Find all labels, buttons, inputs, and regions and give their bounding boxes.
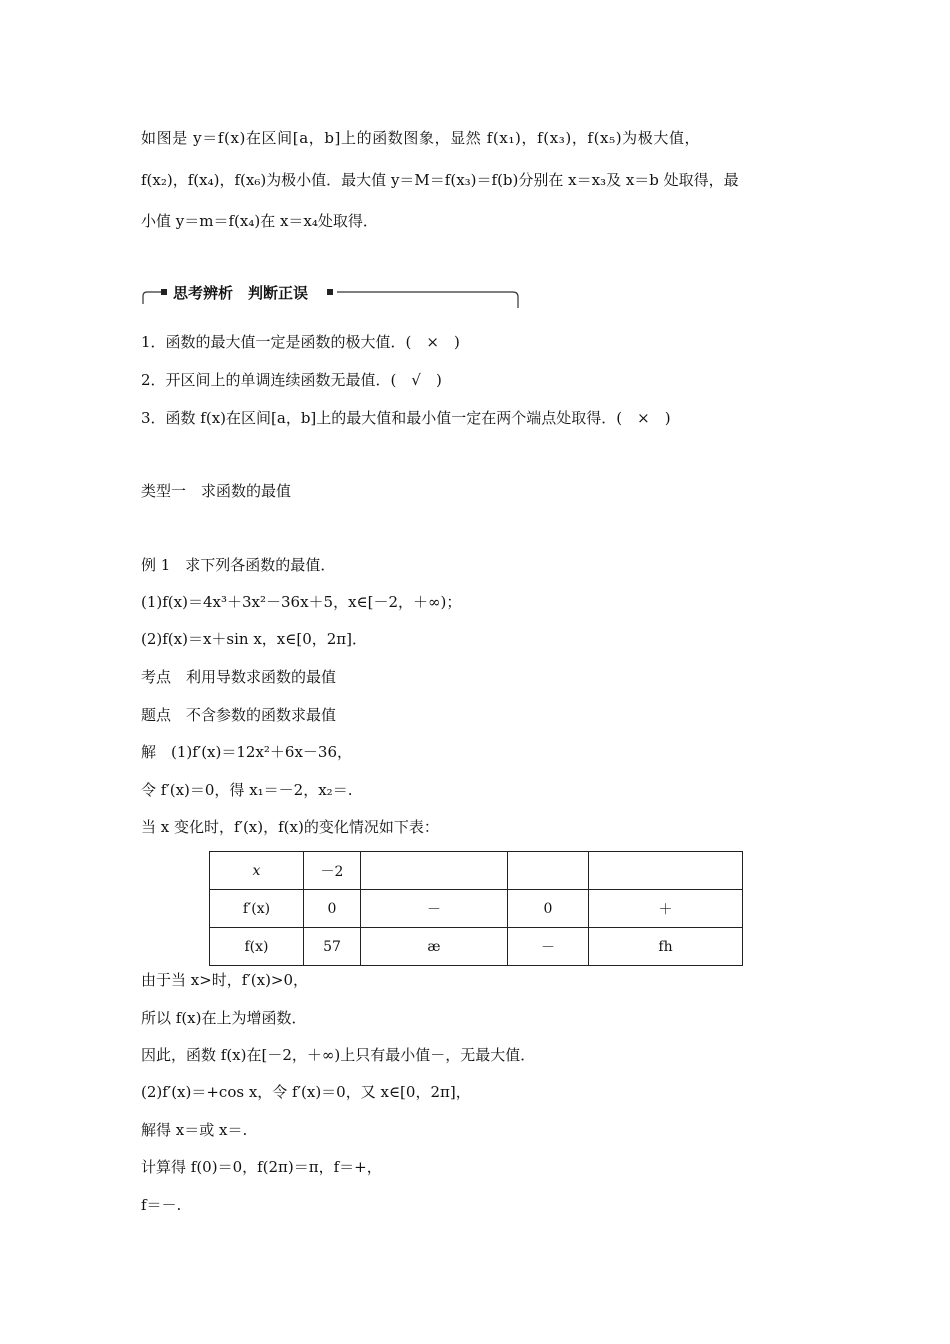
tidian-line: 题点 不含参数的函数求最值 — [141, 706, 337, 724]
judgment-item: 2．开区间上的单调连续函数无最值．( √ ) — [141, 371, 442, 389]
solution-line: 因此，函数 f(x)在[－2，＋∞)上只有最小值－，无最大值． — [141, 1046, 536, 1064]
solution-line: 由于当 x>时，f′(x)>0， — [141, 971, 309, 989]
banner-title: 思考辨析 判断正误 — [173, 284, 309, 302]
table-cell: －2 — [304, 852, 361, 890]
variation-table — [209, 851, 743, 966]
intro-line-2: f(x₂)，f(x₄)，f(x₆)为极小值．最大值 y＝M＝f(x₃)＝f(b)分别在 x＝x₃及 x＝b 处取得，最 — [141, 171, 739, 189]
table-cell: fh — [589, 928, 743, 966]
table-cell: f(x) — [210, 928, 304, 966]
solution-line: 所以 f(x)在上为增函数． — [141, 1009, 307, 1027]
table-cell: ＋ — [589, 890, 743, 928]
table-cell: f′(x) — [210, 890, 304, 928]
solution-line: f＝－. — [141, 1196, 182, 1214]
solution-line: 计算得 f(0)＝0，f(2π)＝π，f＝+， — [141, 1158, 382, 1176]
table-row — [210, 928, 743, 966]
table-row — [210, 890, 743, 928]
table-row — [210, 852, 743, 890]
table-cell: x — [210, 852, 304, 890]
solution-line: 解 (1)f′(x)＝12x²＋6x－36， — [141, 743, 353, 761]
table-cell — [589, 852, 743, 890]
table-cell: 0 — [508, 890, 589, 928]
example-part-2: (2)f(x)＝x＋sin x，x∈[0，2π]． — [141, 630, 368, 648]
judgment-item: 1．函数的最大值一定是函数的极大值．( × ) — [141, 333, 460, 351]
table-cell — [361, 852, 508, 890]
table-cell — [508, 852, 589, 890]
intro-line-1: 如图是 y＝f(x)在区间[a，b]上的函数图象，显然 f(x₁)，f(x₃)，f(x₅)为极大值， — [141, 129, 701, 147]
table-cell: － — [361, 890, 508, 928]
judgment-item: 3．函数 f(x)在区间[a，b]上的最大值和最小值一定在两个端点处取得．( × ) — [141, 409, 671, 427]
table-cell: － — [508, 928, 589, 966]
table-cell: æ — [361, 928, 508, 966]
solution-line: 当 x 变化时，f′(x)，f(x)的变化情况如下表： — [141, 818, 439, 836]
example-title: 例 1 求下列各函数的最值． — [141, 556, 336, 574]
table-cell: 0 — [304, 890, 361, 928]
example-part-1: (1)f(x)＝4x³＋3x²－36x＋5，x∈[－2，＋∞)； — [141, 593, 462, 611]
solution-line: 解得 x＝或 x＝. — [141, 1121, 248, 1139]
intro-line-3: 小值 y＝m＝f(x₄)在 x＝x₄处取得． — [141, 212, 378, 230]
solution-line: (2)f′(x)＝+cos x，令 f′(x)＝0，又 x∈[0，2π]， — [141, 1083, 471, 1101]
kaodian-line: 考点 利用导数求函数的最值 — [141, 668, 337, 686]
section-banner — [141, 282, 521, 312]
table-cell: 57 — [304, 928, 361, 966]
solution-line: 令 f′(x)＝0，得 x₁＝－2，x₂＝. — [141, 781, 353, 799]
type-heading: 类型一 求函数的最值 — [141, 482, 292, 500]
